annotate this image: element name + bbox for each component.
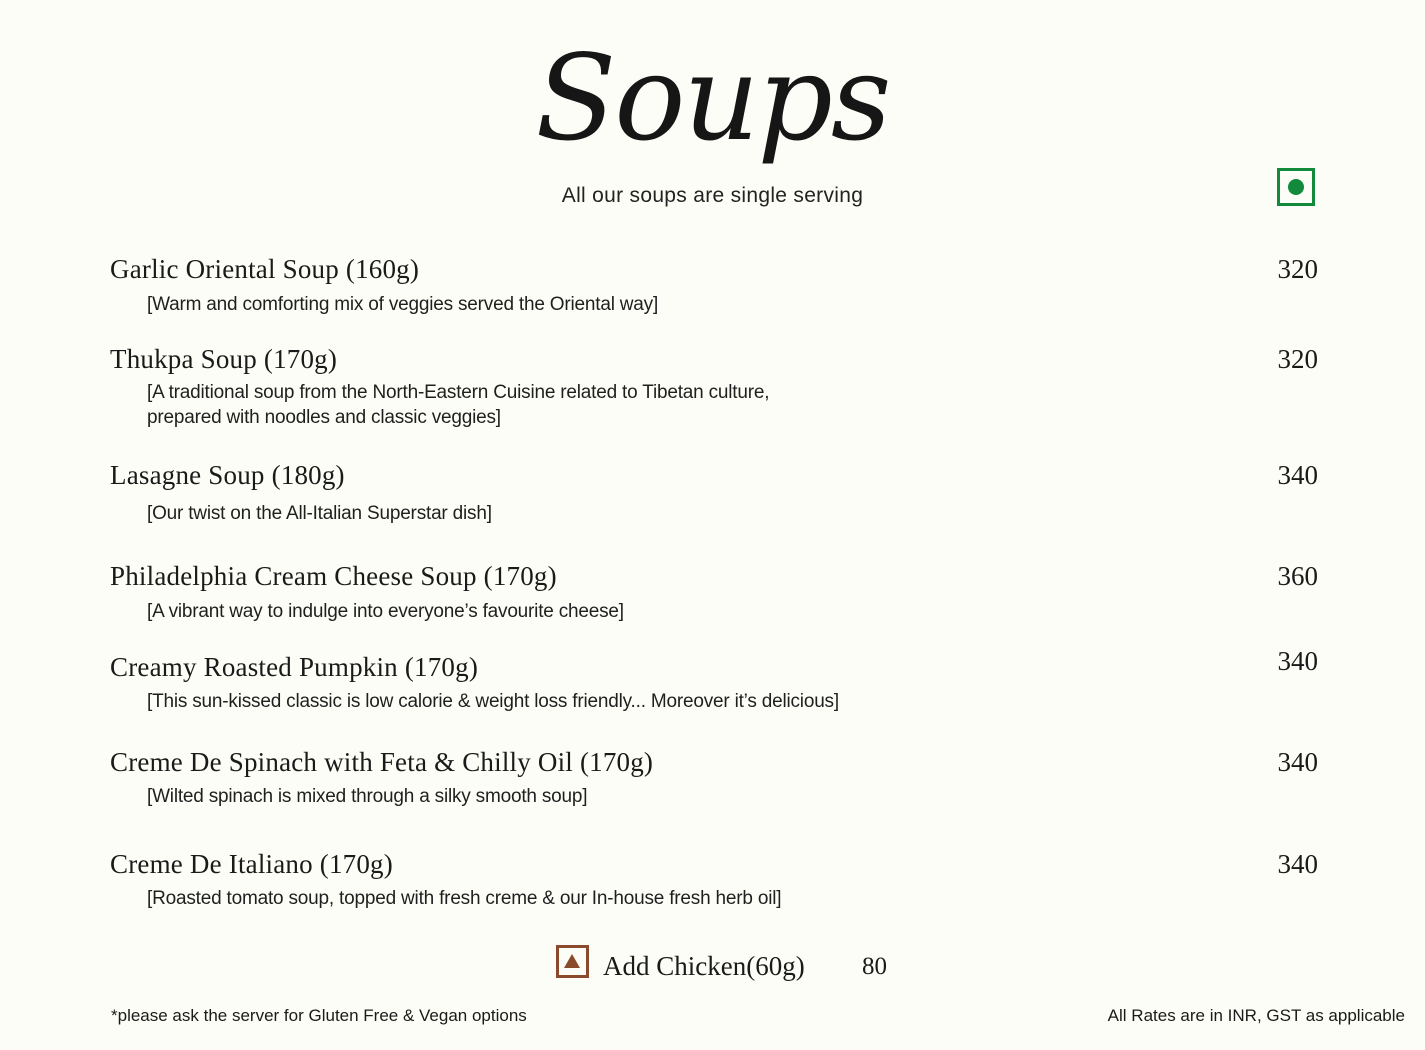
menu-item-name: Philadelphia Cream Cheese Soup (170g) xyxy=(110,561,557,591)
menu-item-description: [This sun-kissed classic is low calorie & weight loss friendly... Moreover it’s delicious] xyxy=(147,691,839,712)
menu-item-description: [Our twist on the All-Italian Superstar dish] xyxy=(147,503,492,524)
menu-item-description: [A traditional soup from the North-Eastern Cuisine related to Tibetan culture, prepared with noodles and classic veggies] xyxy=(147,382,770,428)
menu-item-price: 360 xyxy=(1277,561,1318,591)
page-title: Soups xyxy=(535,29,890,167)
menu-item-price: 340 xyxy=(1277,747,1318,777)
menu-item-name: Lasagne Soup (180g) xyxy=(110,460,345,490)
page-subtitle: All our soups are single serving xyxy=(561,184,864,207)
veg-dot xyxy=(1288,179,1304,195)
addon-price: 80 xyxy=(862,953,887,980)
addon-label: Add Chicken(60g) xyxy=(603,951,805,981)
menu-item-price: 340 xyxy=(1277,849,1318,879)
non-veg-indicator-icon xyxy=(556,945,589,978)
menu-item-price: 320 xyxy=(1277,254,1318,284)
menu-item-name: Creme De Italiano (170g) xyxy=(110,849,393,879)
menu-item-name: Creme De Spinach with Feta & Chilly Oil (170g) xyxy=(110,747,654,777)
veg-indicator-icon xyxy=(1277,168,1315,206)
menu-item-price: 340 xyxy=(1277,460,1318,490)
menu-item-name: Garlic Oriental Soup (160g) xyxy=(110,254,420,284)
menu-item-name: Thukpa Soup (170g) xyxy=(110,344,338,374)
menu-item-price: 320 xyxy=(1277,344,1318,374)
menu-item-name: Creamy Roasted Pumpkin (170g) xyxy=(110,652,479,682)
menu-item-description: [Roasted tomato soup, topped with fresh creme & our In-house fresh herb oil] xyxy=(147,888,782,909)
menu-item-description: [Warm and comforting mix of veggies served the Oriental way] xyxy=(147,294,659,315)
non-veg-triangle xyxy=(564,954,580,968)
footer-note: *please ask the server for Gluten Free & Vegan options xyxy=(111,1006,527,1025)
menu-item-description: [A vibrant way to indulge into everyone’s favourite cheese] xyxy=(147,601,624,622)
footer-rates-note: All Rates are in INR, GST as applicable xyxy=(1107,1006,1405,1025)
menu-item-price: 340 xyxy=(1277,646,1318,676)
menu-item-description: [Wilted spinach is mixed through a silky smooth soup] xyxy=(147,786,588,807)
